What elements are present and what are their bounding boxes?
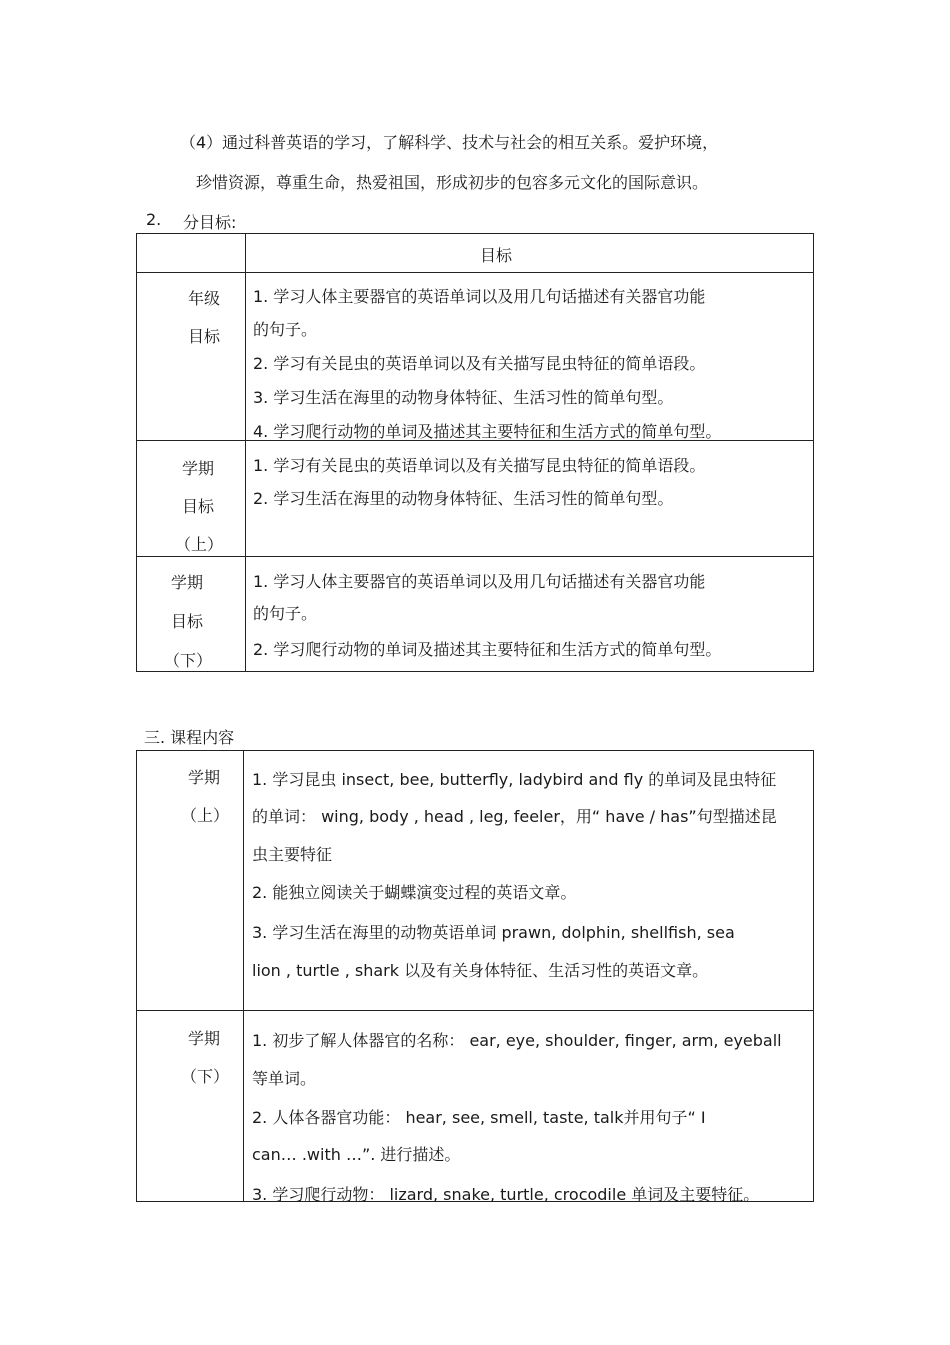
course-table-col-divider	[243, 750, 244, 1202]
intro-line-1: （4）通过科普英语的学习，了解科学、技术与社会的相互关系。爱护环境，	[180, 133, 719, 152]
course-row-line: 1. 初步了解人体器官的名称： ear, eye, shoulder, finger, arm, eyeball	[252, 1031, 782, 1050]
course-row-line: lion , turtle , shark 以及有关身体特征、生活习性的英语文章。	[252, 961, 709, 980]
subgoals-row-line: 1. 学习人体主要器官的英语单词以及用几句话描述有关器官功能	[253, 287, 706, 306]
course-row-line: 3. 学习爬行动物： lizard, snake, turtle, crocodile 单词及主要特征。	[252, 1185, 760, 1204]
course-row-line: 2. 人体各器官功能： hear, see, smell, taste, talk并用句子“ I	[252, 1108, 706, 1127]
course-row-line: can… .with …”. 进行描述。	[252, 1145, 461, 1164]
subgoals-row-line: 2. 学习生活在海里的动物身体特征、生活习性的简单句型。	[253, 489, 674, 508]
course-row-label: 学期	[188, 768, 221, 787]
subgoals-row-line: 1. 学习有关昆虫的英语单词以及有关描写昆虫特征的简单语段。	[253, 456, 706, 475]
subgoals-row-line: 的句子。	[253, 320, 318, 339]
subgoals-row-label: 目标	[171, 612, 204, 631]
subgoals-header-goal: 目标	[480, 246, 513, 265]
subgoals-row-label: 学期	[182, 459, 215, 478]
course-row-line: 虫主要特征	[252, 845, 333, 864]
subgoals-row-label: 目标	[188, 327, 221, 346]
subgoals-table-row-divider	[136, 272, 814, 273]
subgoals-row-label: 目标	[182, 497, 215, 516]
subgoals-row-line: 4. 学习爬行动物的单词及描述其主要特征和生活方式的简单句型。	[253, 422, 722, 441]
course-row-line: 2. 能独立阅读关于蝴蝶演变过程的英语文章。	[252, 883, 577, 902]
course-row-label: （下）	[181, 1067, 230, 1086]
subgoals-table-col-divider	[245, 233, 246, 672]
course-row-line: 1. 学习昆虫 insect, bee, butterfly, ladybird and fly 的单词及昆虫特征	[252, 770, 777, 789]
subgoals-table-row-divider	[136, 556, 814, 557]
course-row-line: 的单词： wing, body , head , leg, feeler，用“ have / has”句型描述昆	[252, 807, 777, 826]
course-table-row-divider	[136, 1010, 814, 1011]
subgoals-row-label: 学期	[171, 573, 204, 592]
course-row-label: 学期	[188, 1029, 221, 1048]
subgoals-row-line: 的句子。	[253, 604, 318, 623]
subgoals-row-label: （下）	[164, 651, 213, 670]
course-heading: 三. 课程内容	[144, 728, 235, 747]
course-row-line: 3. 学习生活在海里的动物英语单词 prawn, dolphin, shellfish, sea	[252, 923, 735, 942]
intro-line-2: 珍惜资源，尊重生命，热爱祖国，形成初步的包容多元文化的国际意识。	[196, 173, 709, 192]
course-row-line: 等单词。	[252, 1069, 317, 1088]
subgoals-row-line: 3. 学习生活在海里的动物身体特征、生活习性的简单句型。	[253, 388, 674, 407]
course-row-label: （上）	[181, 806, 230, 825]
subgoals-row-line: 2. 学习爬行动物的单词及描述其主要特征和生活方式的简单句型。	[253, 640, 722, 659]
subgoals-row-label: （上）	[175, 535, 224, 554]
subgoals-row-line: 2. 学习有关昆虫的英语单词以及有关描写昆虫特征的简单语段。	[253, 354, 706, 373]
subgoals-heading-number: 2.	[146, 210, 162, 229]
subgoals-heading-text: 分目标:	[183, 213, 237, 232]
subgoals-row-line: 1. 学习人体主要器官的英语单词以及用几句话描述有关器官功能	[253, 572, 706, 591]
subgoals-row-label: 年级	[188, 289, 221, 308]
